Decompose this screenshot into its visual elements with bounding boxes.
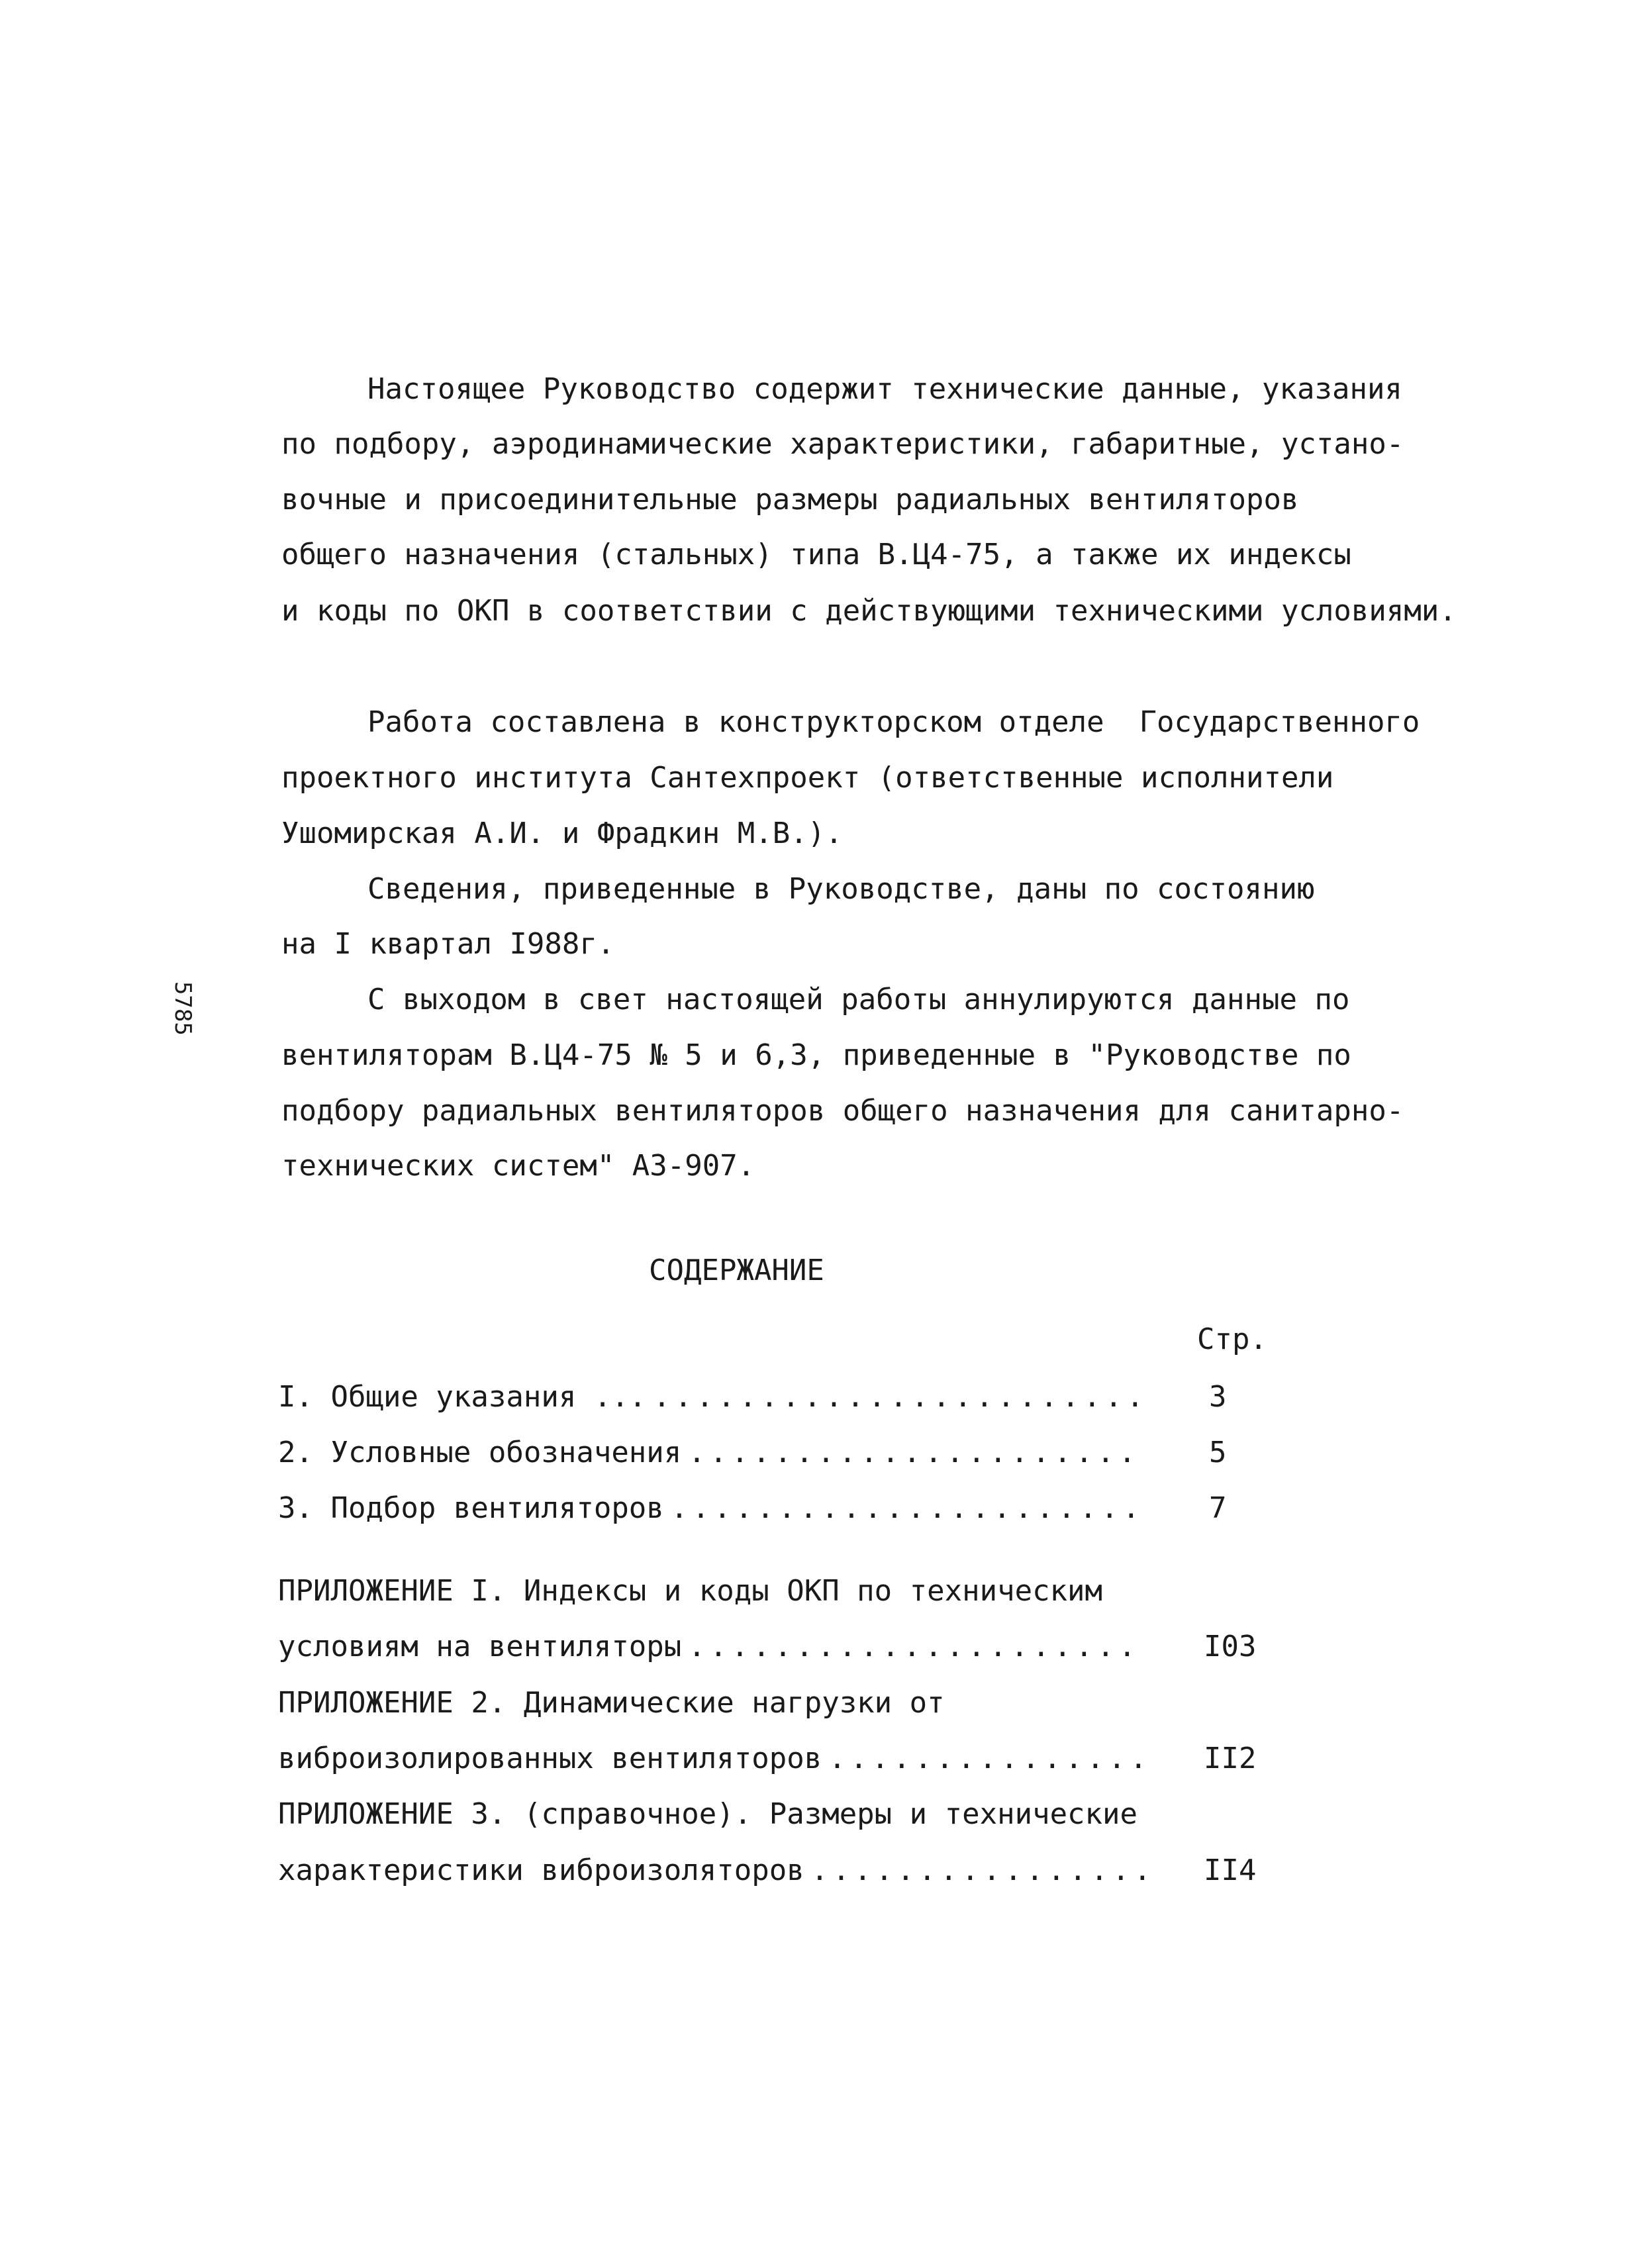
toc-appendix-2-title: ПРИЛОЖЕНИЕ 2. Динамические нагрузки от (278, 1686, 945, 1720)
toc-entry-label: 3. Подбор вентиляторов (278, 1491, 664, 1525)
intro-p2-line-3: Ушомирская А.И. и Фрадкин М.В.). (281, 816, 843, 850)
intro-p4-line-2: вентиляторам В.Ц4-75 № 5 и 6,3, приведенные в "Руководстве по (281, 1038, 1351, 1072)
margin-mark: 5785 (169, 981, 196, 1036)
toc-page-label: Стр. (1197, 1322, 1267, 1356)
toc-appendix-1[interactable] (278, 1628, 1152, 1665)
toc-entry-label: условиям на вентиляторы (278, 1630, 682, 1663)
toc-entry-page: 5 (1209, 1436, 1227, 1469)
toc-appendix-3[interactable] (278, 1852, 1152, 1889)
intro-p1-line-3: вочные и присоединительные размеры радиальных вентиляторов (281, 483, 1299, 517)
intro-p4-line-1: С выходом в свет настоящей работы аннулируются данные по (367, 983, 1350, 1016)
toc-leader-dots (671, 1490, 1145, 1527)
toc-entry-2[interactable] (278, 1434, 1152, 1471)
toc-entry-label: характеристики виброизоляторов (278, 1853, 804, 1887)
toc-entry-page: II2 (1204, 1742, 1257, 1775)
toc-entry-label: 2. Условные обозначения (278, 1436, 682, 1469)
toc-appendix-3-title: ПРИЛОЖЕНИЕ 3. (справочное). Размеры и технические (278, 1797, 1138, 1831)
intro-p4-line-4: технических систем" А3-907. (281, 1149, 755, 1183)
toc-leader-dots (688, 1434, 1145, 1471)
intro-p3-line-1: Сведения, приведенные в Руководстве, даны по состоянию (367, 872, 1315, 906)
toc-leader-dots (688, 1628, 1145, 1665)
toc-entry-label: I. Общие указания ... (278, 1380, 647, 1414)
toc-leader-dots (828, 1740, 1145, 1777)
intro-p2-line-2: проектного института Сантехпроект (ответственные исполнители (281, 761, 1334, 795)
toc-entry-page: I03 (1204, 1630, 1257, 1663)
intro-p1-line-2: по подбору, аэродинамические характеристики, габаритные, устано- (281, 427, 1404, 461)
toc-entry-page: 3 (1209, 1380, 1227, 1414)
intro-p1-line-5: и коды по ОКП в соответствии с действующими техническими условиями. (281, 594, 1457, 628)
intro-p1-line-4: общего назначения (стальных) типа В.Ц4-75, а также их индексы (281, 538, 1351, 571)
intro-p3-line-2: на I квартал I988г. (281, 927, 615, 961)
toc-entry-page: 7 (1209, 1491, 1227, 1525)
toc-entry-1[interactable] (278, 1379, 1152, 1416)
toc-appendix-1-title: ПРИЛОЖЕНИЕ I. Индексы и коды ОКП по техническим (278, 1574, 1103, 1608)
intro-p4-line-3: подбору радиальных вентиляторов общего назначения для санитарно- (281, 1094, 1404, 1128)
toc-appendix-2[interactable] (278, 1740, 1152, 1777)
toc-leader-dots (811, 1852, 1145, 1889)
toc-leader-dots (653, 1379, 1145, 1416)
toc-heading: СОДЕРЖАНИЕ (649, 1254, 824, 1287)
toc-entry-3[interactable] (278, 1490, 1152, 1527)
toc-entry-label: виброизолированных вентиляторов (278, 1742, 822, 1775)
intro-p2-line-1: Работа составлена в конструкторском отделе Государственного (367, 705, 1420, 739)
toc-entry-page: II4 (1204, 1853, 1257, 1887)
intro-p1-line-1: Настоящее Руководство содержит технические данные, указания (367, 372, 1402, 406)
